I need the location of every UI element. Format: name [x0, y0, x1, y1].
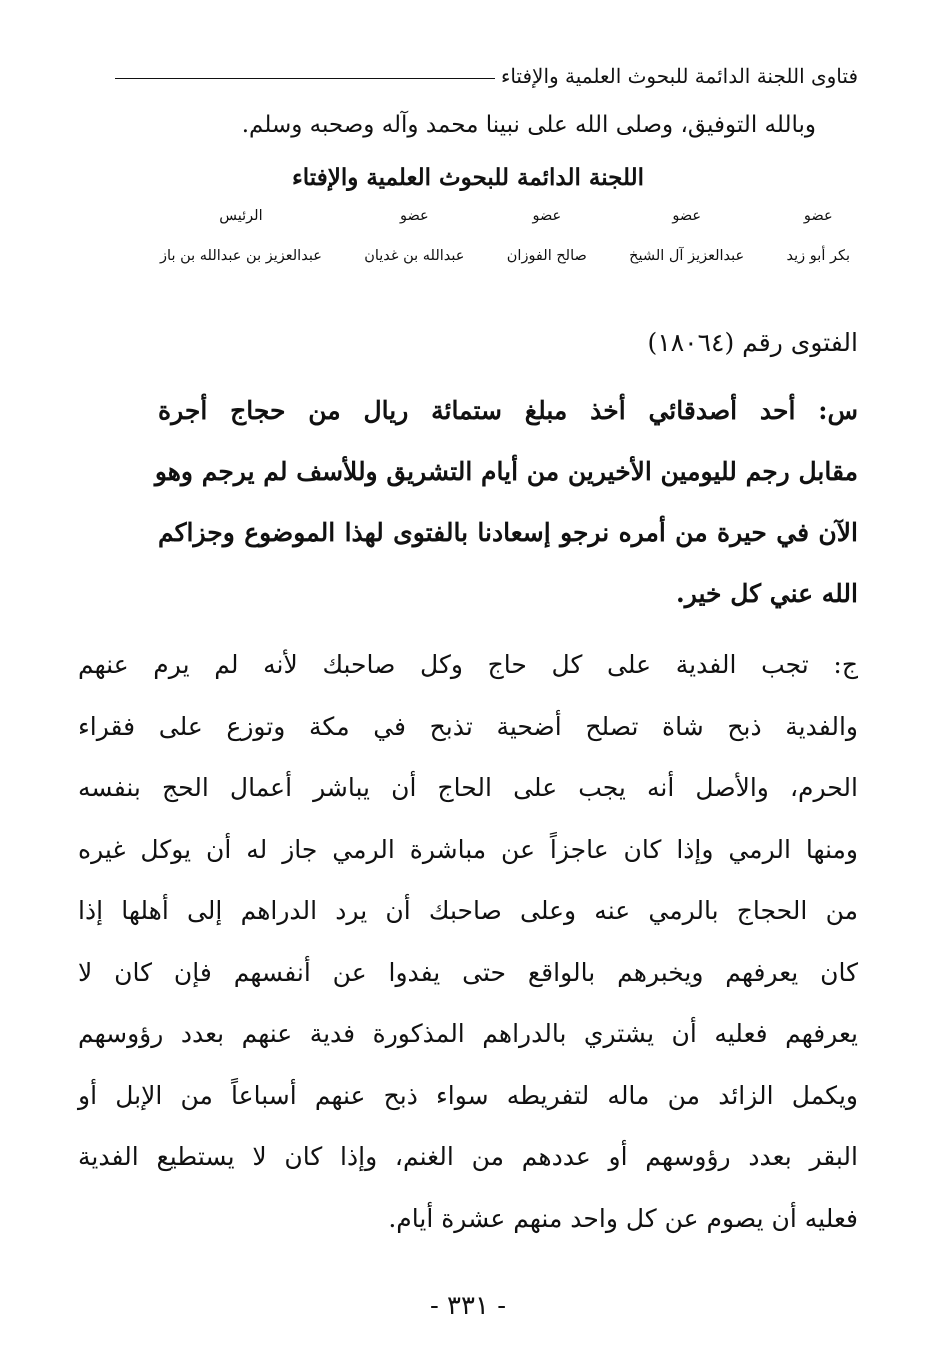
question-paragraph	[154, 380, 858, 624]
closing-line: وبالله التوفيق، وصلى الله على نبينا محمد وآله وصحبه وسلم.	[241, 112, 816, 138]
question-line: الله عني كل خير.	[676, 579, 858, 608]
signatory-role: عضو	[672, 208, 702, 224]
answer-line: ومنها الرمي وإذا كان عاجزاً عن مباشرة الرمي جاز له أن يوكل غيره	[78, 834, 858, 864]
answer-line: فعليه أن يصوم عن كل واحد منهم عشرة أيام.	[388, 1203, 858, 1233]
answer-paragraph	[78, 634, 858, 1249]
running-header	[115, 56, 858, 96]
signatory-role: عضو	[399, 208, 429, 224]
answer-line: ويكمل الزائد من ماله لتفريطه سواء ذبح عنهم أسباعاً من الإبل أو	[78, 1080, 858, 1110]
answer-line: ج: تجب الفدية على كل حاج وكل صاحبك لأنه لم يرم عنهم	[78, 650, 858, 679]
committee-name: اللجنة الدائمة للبحوث العلمية والإفتاء	[291, 164, 645, 191]
signatories	[160, 208, 850, 264]
question-line: الآن في حيرة من أمره نرجو إسعادنا بالفتوى لهذا الموضوع وجزاكم	[158, 518, 858, 547]
signatory	[507, 208, 587, 264]
question-line: مقابل رجم لليومين الأخيرين من أيام التشريق وللأسف لم يرجم وهو	[154, 457, 858, 486]
signatory-name: صالح الفوزان	[506, 248, 587, 264]
signatory	[629, 208, 744, 264]
signatory-role: عضو	[532, 208, 562, 224]
signatory	[160, 208, 322, 264]
answer-line: والفدية ذبح شاة تصلح أضحية تذبح في مكة وتوزع على فقراء	[78, 711, 858, 741]
signatory-role: عضو	[803, 208, 833, 224]
header-rule	[115, 78, 495, 79]
signatory-role: الرئيس	[219, 208, 263, 224]
question-line: س: أحد أصدقائي أخذ مبلغ ستمائة ريال من حجاج أجرة	[158, 396, 858, 425]
signatory	[364, 208, 464, 264]
answer-line: البقر بعدد رؤوسهم أو عددهم من الغنم، وإذا كان لا يستطيع الفدية	[78, 1142, 858, 1171]
signatory-name: بكر أبو زيد	[786, 248, 850, 264]
answer-line: من الحجاج بالرمي عنه وعلى صاحبك أن يرد الدراهم إلى أهلها إذا	[78, 896, 858, 925]
signatory-name: عبدالله بن غديان	[364, 248, 465, 264]
fatwa-number: الفتوى رقم (١٨٠٦٤)	[647, 328, 858, 357]
running-title: فتاوى اللجنة الدائمة للبحوث العلمية والإفتاء	[500, 64, 858, 88]
page-number: - ٣٣١ -	[429, 1291, 507, 1321]
answer-line: كان يعرفهم ويخبرهم بالواقع حتى يفدوا عن أنفسهم فإن كان لا	[78, 957, 858, 987]
answer-line: يعرفهم فعليه أن يشتري بالدراهم المذكورة فدية عنهم بعدد رؤوسهم	[78, 1019, 858, 1048]
signatory	[787, 208, 850, 264]
signatory-name: عبدالعزيز آل الشيخ	[629, 248, 745, 264]
answer-line: الحرم، والأصل أنه يجب على الحاج أن يباشر أعمال الحج بنفسه	[78, 773, 858, 802]
signatory-name: عبدالعزيز بن عبدالله بن باز	[160, 248, 322, 264]
